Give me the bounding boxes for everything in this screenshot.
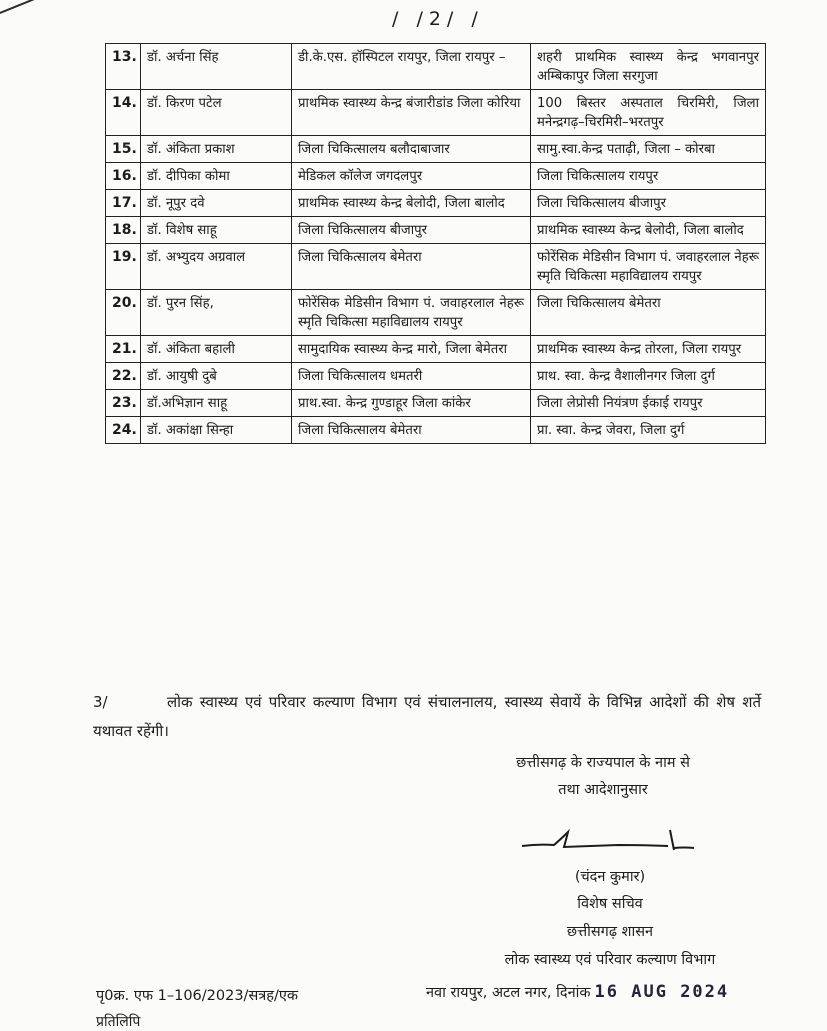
current-posting-cell: जिला चिकित्सालय बलौदाबाजार (292, 136, 531, 163)
table-row (106, 290, 766, 336)
current-posting-cell: जिला चिकित्सालय बीजापुर (292, 217, 531, 244)
serial-number-cell: 22. (106, 363, 141, 390)
place-text: नवा रायपुर, अटल नगर, दिनांक (426, 985, 591, 1001)
page-number: / /2/ / (392, 8, 484, 30)
officer-name-cell: डॉ. नूपुर दवे (141, 190, 292, 217)
serial-number-cell: 23. (106, 390, 141, 417)
authority-line-2: तथा आदेशानुसार (558, 782, 648, 798)
current-posting-cell: प्राथ.स्वा. केन्द्र गुण्डाहूर जिला कांकेर (292, 390, 531, 417)
officer-name-cell: डॉ. अंकिता प्रकाश (141, 136, 292, 163)
handwritten-signature (518, 824, 698, 858)
officer-name-cell: डॉ. किरण पटेल (141, 90, 292, 136)
serial-number-cell: 21. (106, 336, 141, 363)
serial-number-cell: 20. (106, 290, 141, 336)
serial-number-cell: 16. (106, 163, 141, 190)
current-posting-cell: मेडिकल कॉलेज जगदलपुर (292, 163, 531, 190)
officer-name: (चंदन कुमार) (574, 869, 646, 885)
table-row (106, 336, 766, 363)
serial-number-cell: 24. (106, 417, 141, 444)
paragraph-text: लोक स्वास्थ्य एवं परिवार कल्याण विभाग एवं संचालनालय, स्वास्थ्य सेवायें के विभिन्न आदेशों की शेष शर्ते यथावत रहेंगी। (93, 693, 761, 740)
table-row (106, 163, 766, 190)
officer-name-cell: डॉ. विशेष साहू (141, 217, 292, 244)
current-posting-cell: प्राथमिक स्वास्थ्य केन्द्र बंजारीडांड जिला कोरिया (292, 90, 531, 136)
new-posting-cell: प्राथमिक स्वास्थ्य केन्द्र बेलोदी, जिला बालोद (531, 217, 766, 244)
officer-name-cell: डॉ. अंकिता बहाली (141, 336, 292, 363)
table-row (106, 390, 766, 417)
new-posting-cell: प्रा. स्वा. केन्द्र जेवरा, जिला दुर्ग (531, 417, 766, 444)
table-row (106, 417, 766, 444)
table-row (106, 136, 766, 163)
officer-name-cell: डॉ. पुरन सिंह, (141, 290, 292, 336)
authority-line-1: छत्तीसगढ़ के राज्यपाल के नाम से (516, 755, 690, 771)
officer-department: लोक स्वास्थ्य एवं परिवार कल्याण विभाग (504, 952, 716, 968)
new-posting-cell: जिला लेप्रोसी नियंत्रण ईकाई रायपुर (531, 390, 766, 417)
table-row (106, 44, 766, 90)
current-posting-cell: सामुदायिक स्वास्थ्य केन्द्र मारो, जिला बेमेतरा (292, 336, 531, 363)
officer-name-cell: डॉ. दीपिका कोमा (141, 163, 292, 190)
new-posting-cell: शहरी प्राथमिक स्वास्थ्य केन्द्र भगवानपुर अम्बिकापुर जिला सरगुजा (531, 44, 766, 90)
officer-name-cell: डॉ. आयुषी दुबे (141, 363, 292, 390)
current-posting-cell: जिला चिकित्सालय बेमेतरा (292, 417, 531, 444)
page-corner-fold-line (0, 0, 101, 22)
paragraph-3 (93, 688, 761, 746)
authority-line (438, 750, 768, 804)
officer-government: छत्तीसगढ़ शासन (566, 924, 654, 940)
current-posting-cell: प्राथमिक स्वास्थ्य केन्द्र बेलोदी, जिला बालोद (292, 190, 531, 217)
serial-number-cell: 17. (106, 190, 141, 217)
serial-number-cell: 14. (106, 90, 141, 136)
new-posting-cell: 100 बिस्तर अस्पताल चिरमिरी, जिला मनेन्द्रगढ़–चिरमिरी–भरतपुर (531, 90, 766, 136)
current-posting-cell: जिला चिकित्सालय बेमेतरा (292, 244, 531, 290)
current-posting-cell: डी.के.एस. हॉस्पिटल रायपुर, जिला रायपुर – (292, 44, 531, 90)
officer-name-cell: डॉ. अभ्युदय अग्रवाल (141, 244, 292, 290)
serial-number-cell: 18. (106, 217, 141, 244)
transfer-table-body (106, 44, 766, 444)
date-stamp: 16 AUG 2024 (594, 982, 730, 1002)
place-date (426, 982, 729, 1002)
new-posting-cell: सामु.स्वा.केन्द्र पताढ़ी, जिला – कोरबा (531, 136, 766, 163)
current-posting-cell: जिला चिकित्सालय धमतरी (292, 363, 531, 390)
serial-number-cell: 15. (106, 136, 141, 163)
serial-number-cell: 13. (106, 44, 141, 90)
new-posting-cell: प्राथमिक स्वास्थ्य केन्द्र तोरला, जिला रायपुर (531, 336, 766, 363)
new-posting-cell: प्राथ. स्वा. केन्द्र वैशालीनगर जिला दुर्ग (531, 363, 766, 390)
officer-name-cell: डॉ. अर्चना सिंह (141, 44, 292, 90)
table-row (106, 217, 766, 244)
copy-to-heading: प्रतिलिपि (96, 1014, 141, 1030)
new-posting-cell: जिला चिकित्सालय बेमेतरा (531, 290, 766, 336)
current-posting-cell: फोरेंसिक मेडिसीन विभाग पं. जवाहरलाल नेहरू स्मृति चिकित्सा महाविद्यालय रायपुर (292, 290, 531, 336)
table-row (106, 244, 766, 290)
paragraph-number: 3/ (93, 693, 108, 711)
officer-name-cell: डॉ.अभिज्ञान साहू (141, 390, 292, 417)
transfer-table (105, 43, 766, 444)
reference-number: पृ0क्र. एफ 1–106/2023/सत्रह/एक (96, 988, 298, 1004)
officer-designation: विशेष सचिव (577, 896, 643, 912)
new-posting-cell: जिला चिकित्सालय बीजापुर (531, 190, 766, 217)
table-row (106, 190, 766, 217)
table-row (106, 90, 766, 136)
serial-number-cell: 19. (106, 244, 141, 290)
new-posting-cell: फोरेंसिक मेडिसीन विभाग पं. जवाहरलाल नेहरू स्मृति चिकित्सा महाविद्यालय रायपुर (531, 244, 766, 290)
table-row (106, 363, 766, 390)
new-posting-cell: जिला चिकित्सालय रायपुर (531, 163, 766, 190)
officer-name-cell: डॉ. अकांक्षा सिन्हा (141, 417, 292, 444)
